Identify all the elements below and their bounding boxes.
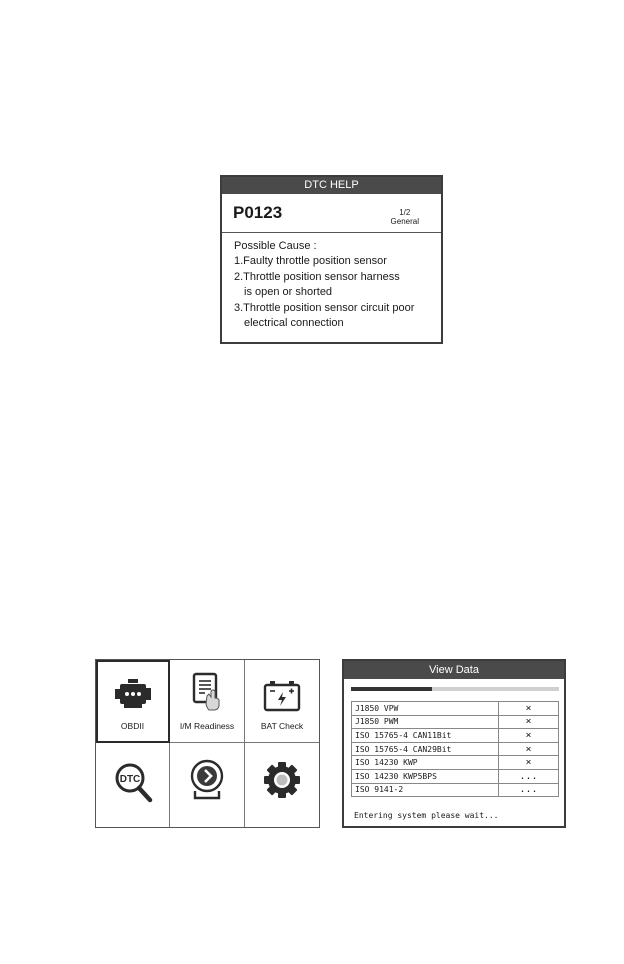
protocol-name: ISO 14230 KWP bbox=[352, 756, 499, 770]
protocol-table bbox=[351, 701, 559, 797]
table-row[interactable] bbox=[352, 742, 559, 756]
dtc-description bbox=[222, 233, 441, 331]
table-row[interactable] bbox=[352, 729, 559, 743]
protocol-status: × bbox=[499, 729, 559, 743]
protocol-status: ... bbox=[499, 783, 559, 797]
gear-icon bbox=[263, 761, 301, 799]
protocol-name: ISO 14230 KWP5BPS bbox=[352, 769, 499, 783]
view-data-title: View Data bbox=[344, 661, 564, 679]
view-data-screen bbox=[342, 659, 566, 828]
protocol-name: J1850 PWM bbox=[352, 715, 499, 729]
menu-tile-obdii[interactable] bbox=[96, 660, 170, 743]
protocol-name: J1850 VPW bbox=[352, 702, 499, 716]
menu-tile-dtc-lookup[interactable] bbox=[96, 743, 170, 827]
readiness-icon bbox=[190, 672, 224, 712]
protocol-status: × bbox=[499, 702, 559, 716]
dtc-code: P0123 bbox=[233, 203, 283, 222]
protocol-status: × bbox=[499, 742, 559, 756]
review-icon bbox=[189, 759, 225, 801]
protocol-name: ISO 15765-4 CAN29Bit bbox=[352, 742, 499, 756]
protocol-name: ISO 15765-4 CAN11Bit bbox=[352, 729, 499, 743]
progress-fill bbox=[351, 687, 432, 691]
table-row[interactable] bbox=[352, 769, 559, 783]
menu-tile-settings[interactable] bbox=[245, 743, 319, 827]
main-menu-screen bbox=[95, 659, 320, 828]
protocol-status: × bbox=[499, 756, 559, 770]
table-row[interactable] bbox=[352, 715, 559, 729]
protocol-status: ... bbox=[499, 769, 559, 783]
battery-icon bbox=[263, 680, 301, 712]
menu-tile-bat-check[interactable] bbox=[245, 660, 319, 743]
cause-line: 2.Throttle position sensor harness bbox=[234, 270, 400, 283]
dtc-header bbox=[222, 194, 441, 233]
tile-label: BAT Check bbox=[260, 721, 304, 731]
cause-heading: Possible Cause : bbox=[234, 240, 317, 252]
dtc-lookup-icon bbox=[113, 762, 153, 804]
cause-line: 1.Faulty throttle position sensor bbox=[234, 255, 387, 268]
tile-label: I/M Readiness bbox=[179, 721, 235, 731]
dtc-help-title: DTC HELP bbox=[222, 177, 441, 194]
protocol-status: × bbox=[499, 715, 559, 729]
cause-line: electrical connection bbox=[244, 317, 344, 330]
cause-line: 3.Throttle position sensor circuit poor bbox=[234, 301, 415, 314]
status-message: Entering system please wait... bbox=[354, 811, 499, 820]
dtc-help-screen bbox=[220, 175, 443, 344]
table-row[interactable] bbox=[352, 783, 559, 797]
cause-line: is open or shorted bbox=[244, 286, 333, 299]
progress-bar bbox=[351, 687, 559, 691]
engine-icon bbox=[115, 678, 151, 710]
protocol-name: ISO 9141-2 bbox=[352, 783, 499, 797]
menu-tile-review[interactable] bbox=[170, 743, 245, 827]
table-row[interactable] bbox=[352, 756, 559, 770]
page-category: General bbox=[390, 217, 419, 226]
dtc-icon-text: DTC bbox=[119, 774, 140, 785]
table-row[interactable] bbox=[352, 702, 559, 716]
menu-tile-im-readiness[interactable] bbox=[170, 660, 245, 743]
tile-label: OBDII bbox=[120, 721, 145, 731]
page-number: 1/2 bbox=[399, 208, 411, 217]
dtc-page-indicator bbox=[391, 208, 419, 226]
